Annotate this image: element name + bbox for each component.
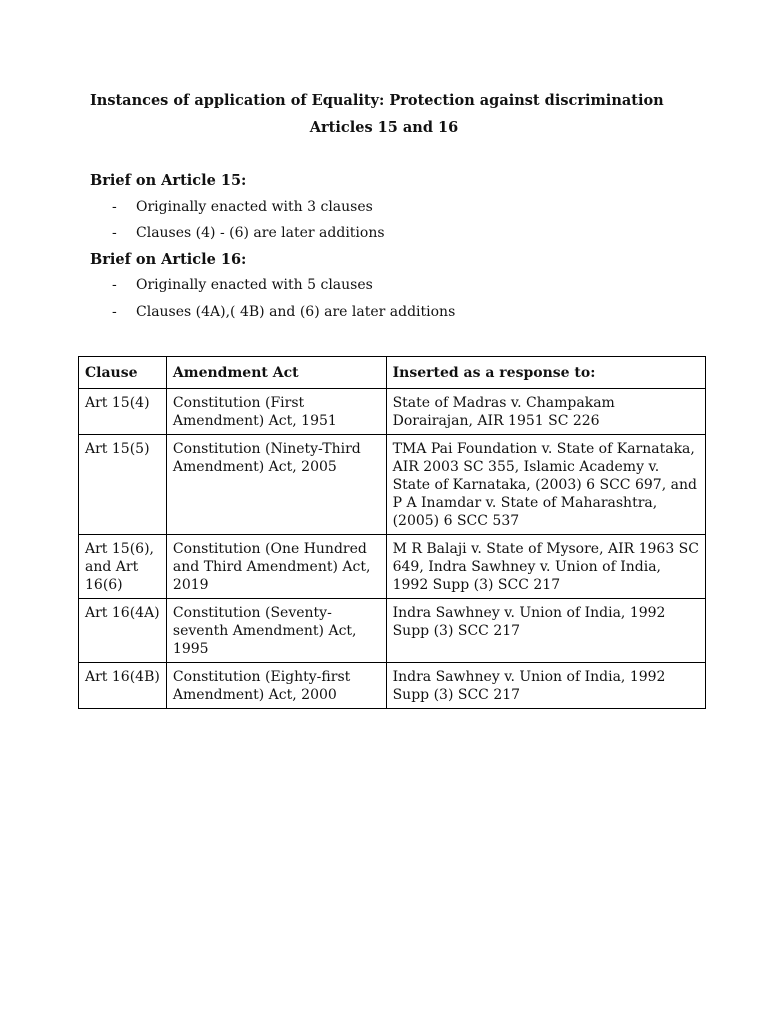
table-cell-response: Indra Sawhney v. Union of India, 1992 Supp (3) SCC 217 (386, 599, 705, 663)
table-row (79, 535, 706, 599)
column-header-inserted-response: Inserted as a response to: (386, 357, 705, 389)
table-row (79, 663, 706, 709)
table-cell-amendment-act: Constitution (Eighty-first Amendment) Act, 2000 (166, 663, 386, 709)
bullet-marker: - (112, 225, 117, 241)
table-cell-clause: Art 15(6), and Art 16(6) (79, 535, 167, 599)
table-cell-amendment-act: Constitution (One Hundred and Third Amendment) Act, 2019 (166, 535, 386, 599)
table-row (79, 599, 706, 663)
bullet-item (112, 199, 373, 215)
column-header-amendment-act: Amendment Act (166, 357, 386, 389)
amendments-table (78, 356, 706, 709)
section-heading-article-16: Brief on Article 16: (90, 251, 247, 268)
section-heading-article-15: Brief on Article 15: (90, 172, 247, 189)
table-cell-amendment-act: Constitution (Ninety-Third Amendment) Act, 2005 (166, 435, 386, 535)
bullet-text: Clauses (4) - (6) are later additions (136, 225, 385, 241)
table-cell-response: TMA Pai Foundation v. State of Karnataka, AIR 2003 SC 355, Islamic Academy v. State of Karnataka, (2003) 6 SCC 697, and P A Inamdar v. State of Maharashtra,(2005) 6 SCC 537 (386, 435, 705, 535)
page-subtitle: Articles 15 and 16 (309, 119, 459, 136)
bullet-marker: - (112, 277, 117, 293)
table-cell-clause: Art 15(4) (79, 389, 167, 435)
table-header-row (79, 357, 706, 389)
table-cell-clause: Art 16(4B) (79, 663, 167, 709)
table-row (79, 389, 706, 435)
table-cell-response: Indra Sawhney v. Union of India, 1992 Supp (3) SCC 217 (386, 663, 705, 709)
table-cell-amendment-act: Constitution (First Amendment) Act, 1951 (166, 389, 386, 435)
bullet-text: Originally enacted with 5 clauses (136, 277, 373, 293)
bullet-item (112, 277, 373, 293)
table-cell-amendment-act: Constitution (Seventy-seventh Amendment) Act, 1995 (166, 599, 386, 663)
table-cell-response: State of Madras v. Champakam Dorairajan, AIR 1951 SC 226 (386, 389, 705, 435)
page-title: Instances of application of Equality: Protection against discrimination (90, 92, 664, 109)
bullet-item (112, 304, 455, 320)
table-cell-clause: Art 16(4A) (79, 599, 167, 663)
bullet-item (112, 225, 385, 241)
bullet-text: Originally enacted with 3 clauses (136, 199, 373, 215)
bullet-marker: - (112, 304, 117, 320)
bullet-marker: - (112, 199, 117, 215)
table-row (79, 435, 706, 535)
table-cell-response: M R Balaji v. State of Mysore, AIR 1963 SC 649, Indra Sawhney v. Union of India, 1992 Supp (3) SCC 217 (386, 535, 705, 599)
column-header-clause: Clause (79, 357, 167, 389)
bullet-text: Clauses (4A),( 4B) and (6) are later additions (136, 304, 456, 320)
table-cell-clause: Art 15(5) (79, 435, 167, 535)
